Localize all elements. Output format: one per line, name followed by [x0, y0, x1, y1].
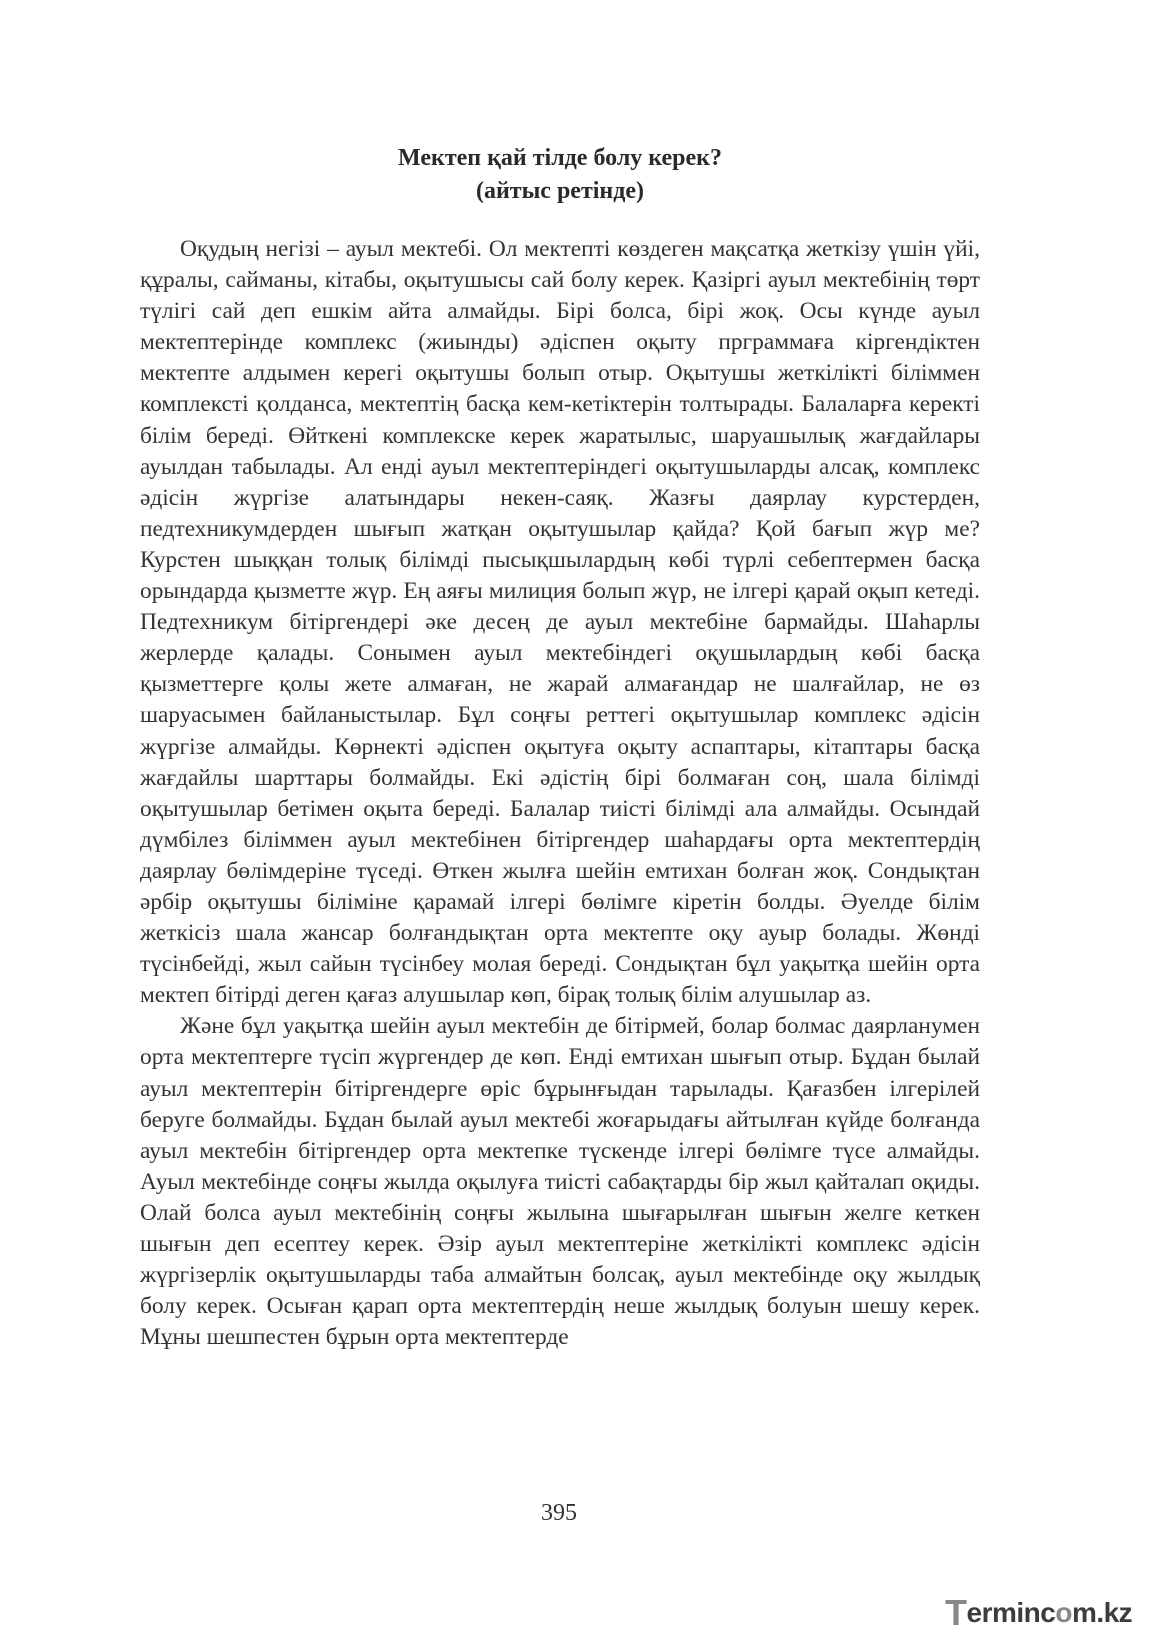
- page-number: 395: [541, 1500, 577, 1526]
- title-subtitle: (айтыс ретінде): [475, 178, 645, 204]
- watermark-text-a: erminc: [966, 1597, 1056, 1628]
- title-main: Мектеп қай тілде болу керек?: [398, 145, 722, 171]
- paragraph-2: Және бұл уақытқа шейін ауыл мектебін де бітірмей, болар болмас даярланумен орта мектептерге түсіп жүргендер де көп. Енді емтихан шығып отыр. Бұдан былай ауыл мектептерін бітіргендерге өріс бұрынғыдан тарылады. Қағазбен ілгерілей беруге болмайды. Бұдан былай ауыл мектебі жоғарыдағы айтылған күйде болғанда ауыл мектебін бітіргендер орта мектепке түскенде ілгері бөлімге түсе алмайды. Ауыл мектебінде соңғы жылда оқылуға тиісті сабақтарды бір жыл қайталап оқиды. Олай болса ауыл мектебінің соңғы жылына шығарылған шығын желге кеткен шығын деп есептеу керек. Әзір ауыл мектептеріне жеткілікті комплекс әдісін жүргізерлік оқытушыларды таба алмайтын болсақ, ауыл мектебінде оқу жылдық болу керек. Осыған қарап орта мектептердің неше жылдық болуын шешу керек. Мұны шешпестен бұрын орта мектептерде: [140, 1013, 980, 1351]
- termincom-watermark-logo: [945, 1589, 1145, 1633]
- watermark-t-glyph: T: [945, 1592, 967, 1633]
- watermark-text-b: m.kz: [1071, 1597, 1133, 1628]
- paragraph-1: Оқудың негізі – ауыл мектебі. Ол мектепті көздеген мақсатқа жеткізу үшін үйі, құралы, сайманы, кітабы, оқытушысы сай болу керек. Қазіргі ауыл мектебінің төрт түлігі сай деп ешкім айта алмайды. Бірі болса, бірі жоқ. Осы күнде ауыл мектептерінде комплекс (жиынды) әдіспен оқыту прграммаға кіргендіктен мектепте алдымен керегі оқытушы болып отыр. Оқытушы жеткілікті біліммен комплексті қолданса, мектептің басқа кем-кетіктерін толтырады. Балаларға керекті білім береді. Өйткені комплекске керек жаратылыс, шаруашылық жағдайлары ауылдан табылады. Ал енді ауыл мектептеріндегі оқытушыларды алсақ, комплекс әдісін жүргізе алатындары некен-саяқ. Жазғы даярлау курстерден, педтехникумдерден шығып жатқан оқытушылар қайда? Қой бағып жүр ме? Курстен шыққан толық білімді пысықшылардың көбі түрлі себептермен басқа орындарда қызметте жүр. Ең аяғы милиция болып жүр, не ілгері қарай оқып кетеді. Педтехникум бітіргендері әке десең де ауыл мектебіне бармайды. Шаһарлы жерлерде қалады. Сонымен ауыл мектебіндегі оқушылардың көбі басқа қызметтерге қолы жете алмаған, не жарай алмағандар не шалғайлар, не өз шаруасымен байланыстылар. Бұл соңғы реттегі оқытушылар комплекс әдісін жүргізе алмайды. Көрнекті әдіспен оқытуға оқыту аспаптары, кітаптары басқа жағдайлы шарттары болмайды. Екі әдістің бірі болмаған соң, шала білімді оқытушылар бетімен оқыта береді. Балалар тиісті білімді ала алмайды. Осындай дүмбілез біліммен ауыл мектебінен бітіргендер шаһардағы орта мектептердің даярлау бөлімдеріне түседі. Өткен жылға шейін емтихан болған жоқ. Сондықтан әрбір оқытушы біліміне қарамай ілгері бөлімге кіретін болды. Әуелде білім жеткісіз шала жансар болғандықтан орта мектепте оқу ауыр болады. Жөнді түсінбейді, жыл сайын түсінбеу молая береді. Сондықтан бұл уақытқа шейін орта мектеп бітірді деген қағаз алушылар көп, бірақ толық білім алушылар аз.: [140, 236, 980, 1009]
- watermark-o-glyph: o: [1055, 1597, 1072, 1628]
- article-body: [140, 234, 980, 1353]
- article-title: [140, 142, 980, 208]
